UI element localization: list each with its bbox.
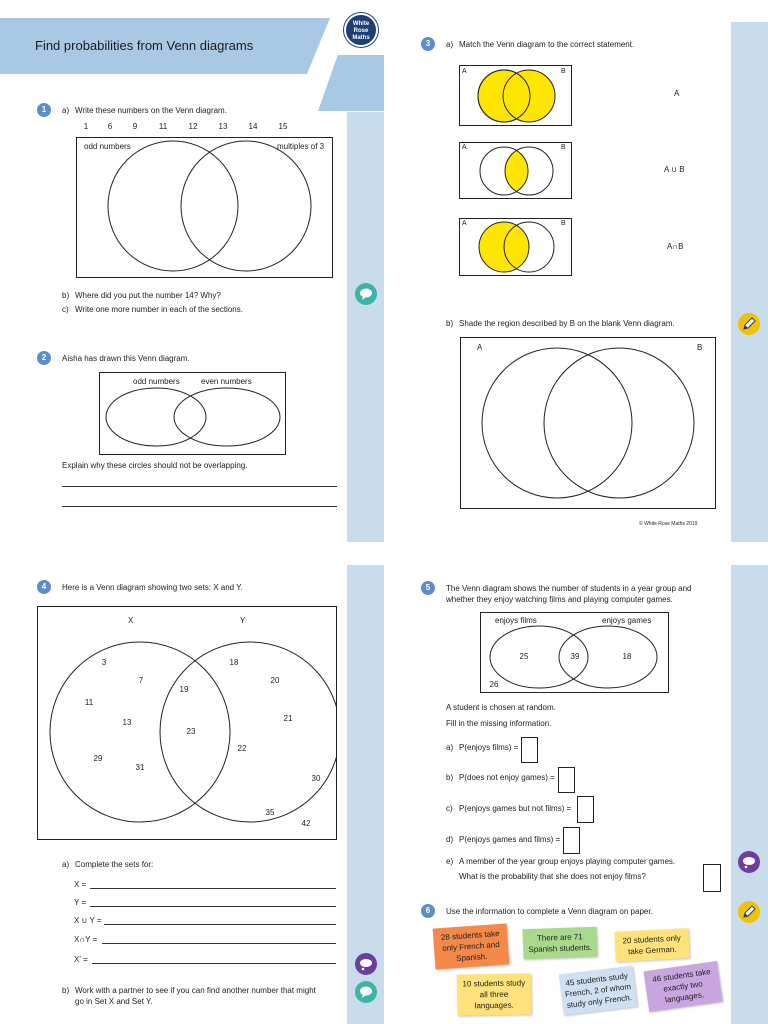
pencil-icon[interactable] (738, 901, 760, 923)
set-label: odd numbers (133, 377, 180, 386)
pencil-icon[interactable] (738, 313, 760, 335)
number-item: 12 (188, 122, 198, 131)
question-text: Complete the sets for: (75, 860, 154, 869)
page-2 (384, 0, 768, 545)
set-label: B (561, 68, 566, 75)
question-text: whether they enjoy watching films and playing computer games. (446, 595, 673, 604)
number-item: 15 (278, 122, 288, 131)
question-number: 2 (37, 351, 51, 365)
part-label: b) (62, 986, 70, 995)
sticky-note: 46 students take exactly two languages. (644, 961, 723, 1012)
page-3 (0, 545, 384, 1024)
part-label: a) (446, 743, 454, 752)
logo (344, 13, 378, 47)
set-row-label: X∩Y = (74, 935, 98, 944)
venn-value: 26 (489, 680, 499, 689)
set-row-label: Y = (74, 898, 87, 907)
question-text: Where did you put the number 14? Why? (75, 291, 221, 300)
part-label: a) (62, 106, 70, 115)
question-text: go in Set X and Set Y. (75, 997, 153, 1006)
set-row-label: X ∪ Y = (74, 916, 102, 925)
answer-box[interactable] (558, 767, 575, 793)
question-text: A student is chosen at random. (446, 703, 556, 712)
answer-line[interactable] (62, 506, 337, 507)
answer-line[interactable] (90, 906, 336, 907)
question-text: P(enjoys films) = (459, 743, 519, 752)
venn-value: 7 (138, 676, 144, 685)
venn-value: 21 (283, 714, 293, 723)
number-item: 9 (132, 122, 138, 131)
part-label: a) (446, 40, 454, 49)
venn-value: 22 (237, 744, 247, 753)
sticky-note: 20 students only take German. (614, 928, 689, 962)
answer-box[interactable] (703, 864, 721, 892)
question-text: The Venn diagram shows the number of students in a year group and (446, 584, 692, 593)
part-label: b) (62, 291, 70, 300)
speech-bubble-icon[interactable] (355, 283, 377, 305)
thought-bubble-icon[interactable] (738, 851, 760, 873)
question-number: 5 (421, 581, 435, 595)
venn-c-shaded[interactable] (459, 218, 572, 276)
venn-value: 39 (570, 652, 580, 661)
venn-value: 23 (186, 727, 196, 736)
logo-text-1: White (352, 21, 370, 27)
question-text: Use the information to complete a Venn diagram on paper. (446, 907, 653, 916)
venn-value: 3 (101, 658, 107, 667)
set-label: A (462, 68, 467, 75)
venn-value: 30 (311, 774, 321, 783)
part-label: c) (446, 804, 453, 813)
venn-value: 11 (84, 698, 94, 707)
venn-a-shaded[interactable] (459, 65, 572, 127)
set-label: X (128, 616, 134, 625)
number-item: 14 (248, 122, 258, 131)
logo-text-2: Rose (353, 28, 369, 34)
set-label: even numbers (201, 377, 252, 386)
venn-blank[interactable] (460, 337, 716, 510)
statement[interactable]: A∩B (667, 242, 684, 251)
logo-text-3: Maths (352, 35, 370, 41)
set-row-label: X' = (74, 955, 88, 964)
part-label: a) (62, 860, 70, 869)
answer-box[interactable] (521, 737, 538, 763)
answer-line[interactable] (90, 888, 336, 889)
sticky-note: 28 students take only French and Spanish. (433, 923, 510, 969)
venn-value: 35 (265, 808, 275, 817)
question-number: 1 (37, 103, 51, 117)
question-text: A member of the year group enjoys playing computer games. (459, 857, 676, 866)
question-text: Here is a Venn diagram showing two sets: X and Y. (62, 583, 243, 592)
thought-bubble-icon[interactable] (355, 953, 377, 975)
copyright: © White Rose Maths 2019 (639, 521, 698, 527)
venn-value: 42 (301, 819, 311, 828)
set-row-label: X = (74, 880, 87, 889)
venn-b-shaded[interactable] (459, 142, 572, 199)
part-label: b) (446, 773, 454, 782)
venn-value: 18 (229, 658, 239, 667)
set-label: Y (240, 616, 246, 625)
set-label: multiples of 3 (277, 142, 325, 151)
question-text: Write one more number in each of the sections. (75, 305, 243, 314)
question-text: Match the Venn diagram to the correct statement. (459, 40, 635, 49)
set-label: enjoys films (495, 616, 537, 625)
question-text: Explain why these circles should not be overlapping. (62, 461, 248, 470)
question-text: P(enjoys games and films) = (459, 835, 561, 844)
question-text: P(enjoys games but not films) = (459, 804, 572, 813)
answer-line[interactable] (62, 486, 337, 487)
venn-diagram-q1[interactable] (76, 137, 333, 279)
question-number: 6 (421, 904, 435, 918)
statement[interactable]: A (674, 89, 680, 98)
question-number: 3 (421, 37, 435, 51)
sticky-note: 10 students study all three languages. (457, 973, 532, 1015)
set-label: odd numbers (84, 142, 131, 151)
venn-value: 25 (519, 652, 529, 661)
answer-line[interactable] (104, 924, 336, 925)
venn-value: 19 (179, 685, 189, 694)
question-text: Work with a partner to see if you can find another number that might (75, 986, 316, 995)
set-label: B (561, 144, 566, 151)
page-4 (384, 545, 768, 1024)
question-text: Shade the region described by B on the blank Venn diagram. (459, 319, 675, 328)
title-band-accent (318, 55, 384, 111)
answer-box[interactable] (577, 796, 594, 823)
venn-value: 13 (122, 718, 132, 727)
part-label: b) (446, 319, 454, 328)
number-item: 6 (107, 122, 113, 131)
set-label: A (477, 343, 483, 352)
number-item: 1 (83, 122, 89, 131)
set-label: B (697, 343, 703, 352)
sidebar (731, 22, 768, 542)
part-label: d) (446, 835, 454, 844)
venn-value: 29 (93, 754, 103, 763)
page-1 (0, 0, 384, 545)
set-label: A (462, 144, 467, 151)
part-label: c) (62, 305, 69, 314)
question-text: Aisha has drawn this Venn diagram. (62, 354, 190, 363)
venn-diagram-q2 (99, 372, 286, 456)
number-item: 13 (218, 122, 228, 131)
question-text: Fill in the missing information. (446, 719, 552, 728)
sidebar (731, 565, 768, 1024)
sticky-note: 45 students study French, 2 of whom study only French. (559, 966, 637, 1016)
sticky-note: There are 71 Spanish students. (522, 927, 597, 960)
venn-value: 18 (622, 652, 632, 661)
statement[interactable]: A ∪ B (664, 165, 685, 174)
number-item: 11 (158, 122, 168, 131)
answer-line[interactable] (92, 963, 336, 964)
set-label: A (462, 220, 467, 227)
question-text: What is the probability that she does not enjoy films? (459, 872, 646, 881)
answer-line[interactable] (102, 943, 336, 944)
question-number: 4 (37, 580, 51, 594)
answer-box[interactable] (563, 827, 580, 854)
set-label: enjoys games (602, 616, 652, 625)
venn-value: 20 (270, 676, 280, 685)
question-text: Write these numbers on the Venn diagram. (75, 106, 227, 115)
question-text: P(does not enjoy games) = (459, 773, 555, 782)
set-label: B (561, 220, 566, 227)
sidebar (347, 112, 384, 542)
venn-value: 31 (135, 763, 145, 772)
part-label: e) (446, 857, 454, 866)
speech-bubble-icon[interactable] (355, 981, 377, 1003)
page-title: Find probabilities from Venn diagrams (35, 38, 254, 53)
